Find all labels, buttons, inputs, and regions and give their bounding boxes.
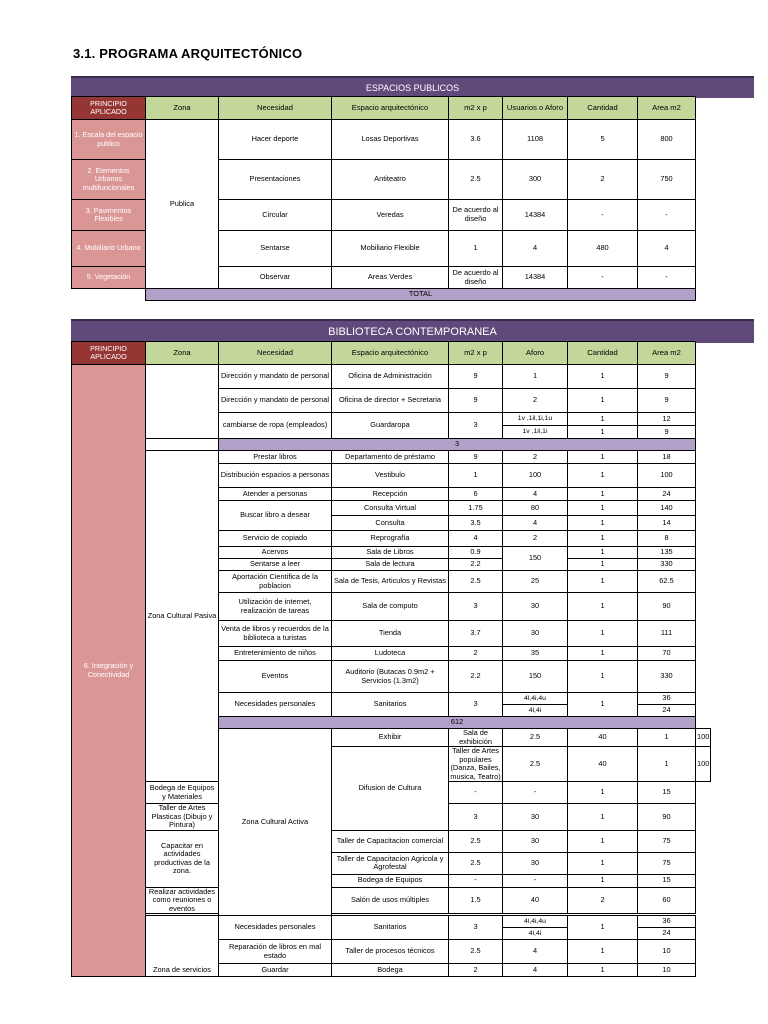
- aforo-cell: 300: [503, 160, 568, 200]
- m2-cell: 3: [449, 916, 503, 940]
- aforo-cell: 30: [503, 852, 568, 874]
- espacio-cell: Oficina de Administración: [332, 365, 449, 389]
- cantidad-cell: 1: [568, 516, 638, 531]
- aforo-cell: 4: [503, 964, 568, 977]
- m2-cell: 3: [449, 693, 503, 717]
- espacio-cell: Vestibulo: [332, 464, 449, 488]
- aforo-cell: -: [503, 874, 568, 887]
- aforo-cell: 35: [503, 647, 568, 661]
- necesidad-cell: Aportación Cientifica de la poblacion: [219, 571, 332, 593]
- cantidad-cell: 1: [568, 559, 638, 571]
- m2-cell: 6: [449, 488, 503, 501]
- col-area: Area m2: [638, 342, 696, 365]
- espacio-cell: Sala de computo: [332, 593, 449, 621]
- espacio-cell: Consulta Virtual: [332, 501, 449, 516]
- subtotal-cell: 3: [219, 439, 696, 451]
- espacios-publicos-title: ESPACIOS PUBLICOS: [71, 76, 754, 98]
- m2-cell: 2.5: [449, 940, 503, 964]
- area-cell: 100: [638, 464, 696, 488]
- m2-cell: 2: [449, 964, 503, 977]
- cantidad-cell: 1: [568, 464, 638, 488]
- espacio-cell: Sala de exhibición: [449, 729, 503, 747]
- table-row: [72, 365, 711, 389]
- m2-cell: 2: [449, 647, 503, 661]
- zona-cell: [146, 365, 219, 439]
- necesidad-cell: Distribución espacios a personas: [219, 464, 332, 488]
- espacio-cell: Guardaropa: [332, 413, 449, 439]
- cantidad-cell: 1: [568, 647, 638, 661]
- aforo-cell: 1v ,1il,1i: [503, 426, 568, 439]
- area-cell: 9: [638, 389, 696, 413]
- aforo-cell: 30: [503, 830, 568, 852]
- total-cell: TOTAL: [146, 289, 696, 301]
- espacios-publicos-table: [71, 96, 696, 301]
- col-espacio: Espacio arquitectónico: [332, 97, 449, 120]
- aforo-cell: 40: [503, 887, 568, 914]
- cantidad-cell: 480: [568, 231, 638, 267]
- area-cell: 90: [638, 804, 696, 831]
- espacio-cell: Ludoteca: [332, 647, 449, 661]
- espacio-cell: Departamento de préstamo: [332, 451, 449, 464]
- espacio-cell: Mobiliario Flexible: [332, 231, 449, 267]
- principio-cell: 3. Pavimentos Flexibles: [72, 200, 146, 231]
- necesidad-cell: Acervos: [219, 547, 332, 559]
- aforo-cell: 1108: [503, 120, 568, 160]
- area-cell: -: [638, 267, 696, 289]
- table-row: [72, 887, 711, 914]
- total-row: [72, 289, 696, 301]
- area-cell: 10: [638, 940, 696, 964]
- espacio-cell: Bodega: [332, 964, 449, 977]
- aforo-cell: 2: [503, 389, 568, 413]
- col-area: Area m2: [638, 97, 696, 120]
- espacio-cell: Sala de Tesis, Articulos y Revistas: [332, 571, 449, 593]
- aforo-cell: 150: [503, 547, 568, 571]
- aforo-cell: 4l,4i,4u: [503, 916, 568, 928]
- necesidad-cell: Presentaciones: [219, 160, 332, 200]
- espacio-cell: Veredas: [332, 200, 449, 231]
- area-cell: 36: [638, 693, 696, 705]
- aforo-cell: 4: [503, 488, 568, 501]
- subtotal-cell: 612: [219, 717, 696, 729]
- area-cell: 62.5: [638, 571, 696, 593]
- m2-cell: 3.5: [449, 516, 503, 531]
- m2-cell: De acuerdo al diseño: [449, 267, 503, 289]
- empty-cell: [72, 289, 146, 301]
- m2-cell: 2.2: [449, 661, 503, 693]
- area-cell: 100: [696, 729, 711, 747]
- necesidad-cell: Guardar: [219, 964, 332, 977]
- col-aforo: Aforo: [503, 342, 568, 365]
- aforo-cell: 80: [503, 501, 568, 516]
- necesidad-cell: Realizar actividades como reuniones o eventos: [146, 887, 219, 914]
- zona-cell: [146, 439, 219, 451]
- area-cell: 135: [638, 547, 696, 559]
- area-cell: 15: [638, 874, 696, 887]
- col-m2: m2 x p: [449, 97, 503, 120]
- col-espacio: Espacio arquitectónico: [332, 342, 449, 365]
- aforo-cell: 1: [503, 365, 568, 389]
- m2-cell: 9: [449, 389, 503, 413]
- aforo-cell: 4: [503, 516, 568, 531]
- area-cell: 10: [638, 964, 696, 977]
- cantidad-cell: 1: [568, 426, 638, 439]
- m2-cell: 3.6: [449, 120, 503, 160]
- necesidad-cell: Venta de libros y recuerdos de la biblioteca a turistas: [219, 621, 332, 647]
- table-row: [72, 120, 696, 160]
- espacio-cell: Bodega de Equipos: [332, 874, 449, 887]
- m2-cell: -: [449, 874, 503, 887]
- cantidad-cell: 1: [568, 531, 638, 547]
- area-cell: 800: [638, 120, 696, 160]
- table-row: [72, 451, 711, 464]
- necesidad-cell: Servicio de copiado: [219, 531, 332, 547]
- m2-cell: -: [449, 782, 503, 804]
- m2-cell: 1: [449, 231, 503, 267]
- aforo-cell: 14384: [503, 200, 568, 231]
- col-cantidad: Cantidad: [568, 342, 638, 365]
- m2-cell: 3: [449, 804, 503, 831]
- necesidad-cell: Hacer deporte: [219, 120, 332, 160]
- principio-cell: 2. Elementos Urbanos multifuncionales: [72, 160, 146, 200]
- area-cell: 75: [638, 830, 696, 852]
- zona-cell: Zona de servicios: [146, 916, 219, 977]
- area-cell: 4: [638, 231, 696, 267]
- biblioteca-table: [71, 341, 711, 977]
- aforo-cell: 4l,4i,4u: [503, 693, 568, 705]
- m2-cell: 2.5: [449, 830, 503, 852]
- espacio-cell: Sanitarios: [332, 916, 449, 940]
- aforo-cell: 4l,4i: [503, 928, 568, 940]
- area-cell: 140: [638, 501, 696, 516]
- m2-cell: 2.5: [503, 747, 568, 782]
- area-cell: 90: [638, 593, 696, 621]
- aforo-cell: 30: [503, 593, 568, 621]
- cantidad-cell: 1: [638, 747, 696, 782]
- m2-cell: 1.75: [449, 501, 503, 516]
- col-principio: PRINCIPIO APLICADO: [72, 342, 146, 365]
- area-cell: 14: [638, 516, 696, 531]
- page-title: 3.1. PROGRAMA ARQUITECTÓNICO: [73, 46, 303, 61]
- table-row: [72, 916, 711, 928]
- m2-cell: 2.2: [449, 559, 503, 571]
- col-cantidad: Cantidad: [568, 97, 638, 120]
- necesidad-cell: cambiarse de ropa (empleados): [219, 413, 332, 439]
- col-necesidad: Necesidad: [219, 342, 332, 365]
- area-cell: -: [638, 200, 696, 231]
- cantidad-cell: 1: [568, 940, 638, 964]
- m2-cell: 2.5: [449, 852, 503, 874]
- cantidad-cell: 1: [568, 413, 638, 426]
- area-cell: 24: [638, 928, 696, 940]
- espacio-cell: Reprografía: [332, 531, 449, 547]
- espacio-cell: Losas Deportivas: [332, 120, 449, 160]
- necesidad-cell: Difusion de Cultura: [332, 747, 449, 831]
- col-zona: Zona: [146, 97, 219, 120]
- m2-cell: 0.9: [449, 547, 503, 559]
- aforo-cell: 4: [503, 940, 568, 964]
- principio-cell: 5. Vegetación: [72, 267, 146, 289]
- area-cell: 15: [638, 782, 696, 804]
- espacio-cell: Consulta: [332, 516, 449, 531]
- espacio-cell: Taller de Capacitacion comercial: [332, 830, 449, 852]
- area-cell: 12: [638, 413, 696, 426]
- cantidad-cell: 1: [568, 916, 638, 940]
- area-cell: 8: [638, 531, 696, 547]
- necesidad-cell: Sentarse a leer: [219, 559, 332, 571]
- cantidad-cell: 2: [568, 160, 638, 200]
- area-cell: 100: [696, 747, 711, 782]
- cantidad-cell: 1: [568, 501, 638, 516]
- principio-cell: 1. Escala del espacio publico: [72, 120, 146, 160]
- cantidad-cell: 1: [568, 488, 638, 501]
- aforo-cell: 40: [568, 747, 638, 782]
- col-aforo: Usuarios o Aforo: [503, 97, 568, 120]
- espacio-cell: Areas Verdes: [332, 267, 449, 289]
- aforo-cell: 30: [503, 804, 568, 831]
- m2-cell: 3: [449, 413, 503, 439]
- aforo-cell: 150: [503, 661, 568, 693]
- espacio-cell: Sanitarios: [332, 693, 449, 717]
- cantidad-cell: -: [568, 200, 638, 231]
- table-row: [72, 830, 711, 852]
- espacio-cell: Taller de Artes Plasticas (Dibujo y Pintura): [146, 804, 219, 831]
- header-row: [72, 97, 696, 120]
- necesidad-cell: Entretenimiento de niños: [219, 647, 332, 661]
- m2-cell: 3: [449, 593, 503, 621]
- aforo-cell: 14384: [503, 267, 568, 289]
- cantidad-cell: -: [568, 267, 638, 289]
- necesidad-cell: Circular: [219, 200, 332, 231]
- col-necesidad: Necesidad: [219, 97, 332, 120]
- espacio-cell: Recepción: [332, 488, 449, 501]
- cantidad-cell: 2: [568, 887, 638, 914]
- cantidad-cell: 1: [568, 693, 638, 717]
- espacio-cell: Bodega de Equipos y Materiales: [146, 782, 219, 804]
- area-cell: 750: [638, 160, 696, 200]
- area-cell: 330: [638, 661, 696, 693]
- aforo-cell: -: [503, 782, 568, 804]
- area-cell: 75: [638, 852, 696, 874]
- aforo-cell: 100: [503, 464, 568, 488]
- aforo-cell: 2: [503, 451, 568, 464]
- area-cell: 111: [638, 621, 696, 647]
- m2-cell: 1: [449, 464, 503, 488]
- necesidad-cell: Capacitar en actividades productivas de la zona.: [146, 830, 219, 887]
- cantidad-cell: 1: [638, 729, 696, 747]
- area-cell: 60: [638, 887, 696, 914]
- aforo-cell: 30: [503, 621, 568, 647]
- area-cell: 18: [638, 451, 696, 464]
- m2-cell: 9: [449, 451, 503, 464]
- espacio-cell: Auditorio (Butacas 0.9m2 + Servicios (1.3m2): [332, 661, 449, 693]
- necesidad-cell: Buscar libro a desear: [219, 501, 332, 531]
- cantidad-cell: 5: [568, 120, 638, 160]
- aforo-cell: 4l,4i: [503, 705, 568, 717]
- m2-cell: 3.7: [449, 621, 503, 647]
- necesidad-cell: Utilización de internet, realización de tareas: [219, 593, 332, 621]
- necesidad-cell: Sentarse: [219, 231, 332, 267]
- espacio-cell: Taller de Artes populares (Danza, Bailes, musica, Teatro): [450, 746, 501, 781]
- espacio-cell: Antiteatro: [332, 160, 449, 200]
- espacio-cell: Sala de lectura: [332, 559, 449, 571]
- necesidad-cell: Necesidades personales: [219, 916, 332, 940]
- m2-cell: De acuerdo al diseño: [449, 200, 503, 231]
- area-cell: 9: [638, 365, 696, 389]
- cantidad-cell: 1: [568, 547, 638, 559]
- aforo-cell: 1v ,1il,1i,1u: [503, 413, 568, 426]
- header-row: [72, 342, 711, 365]
- m2-cell: 2.5: [503, 729, 568, 747]
- espacio-cell: Tienda: [332, 621, 449, 647]
- necesidad-cell: Eventos: [219, 661, 332, 693]
- cantidad-cell: 1: [568, 593, 638, 621]
- area-cell: 70: [638, 647, 696, 661]
- m2-cell: 1.5: [449, 887, 503, 914]
- area-cell: 24: [638, 705, 696, 717]
- cantidad-cell: 1: [568, 782, 638, 804]
- aforo-cell: 25: [503, 571, 568, 593]
- cantidad-cell: 1: [568, 874, 638, 887]
- necesidad-cell: Reparación de libros en mal estado: [219, 940, 332, 964]
- m2-cell: 9: [449, 365, 503, 389]
- necesidad-cell: Prestar libros: [219, 451, 332, 464]
- espacio-cell: Sala de Libros: [332, 547, 449, 559]
- cantidad-cell: 1: [568, 804, 638, 831]
- necesidad-cell: Dirección y mandato de personal: [219, 365, 332, 389]
- espacio-cell: Taller de procesos técnicos: [332, 940, 449, 964]
- cantidad-cell: 1: [568, 852, 638, 874]
- necesidad-cell: Necesidades personales: [219, 693, 332, 717]
- cantidad-cell: 1: [568, 661, 638, 693]
- area-cell: 9: [638, 426, 696, 439]
- espacio-cell: Taller de Capacitacion Agricola y Agrofestal: [332, 852, 449, 874]
- cantidad-cell: 1: [568, 451, 638, 464]
- area-cell: 24: [638, 488, 696, 501]
- cantidad-cell: 1: [568, 830, 638, 852]
- col-m2: m2 x p: [449, 342, 503, 365]
- principio-cell: 6. Integración y Conectividad: [72, 365, 146, 977]
- cantidad-cell: 1: [568, 571, 638, 593]
- m2-cell: 2.5: [449, 571, 503, 593]
- cantidad-cell: 1: [568, 365, 638, 389]
- principio-cell: 4. Mobiliario Urbano: [72, 231, 146, 267]
- cantidad-cell: 1: [568, 621, 638, 647]
- cantidad-cell: 1: [568, 964, 638, 977]
- necesidad-cell: Atender a personas: [219, 488, 332, 501]
- aforo-cell: 2: [503, 531, 568, 547]
- area-cell: 330: [638, 559, 696, 571]
- biblioteca-title: BIBLIOTECA CONTEMPORANEA: [71, 319, 754, 343]
- col-zona: Zona: [146, 342, 219, 365]
- subtotal-row: [72, 439, 711, 451]
- area-cell: 36: [638, 916, 696, 928]
- necesidad-cell: Dirección y mandato de personal: [219, 389, 332, 413]
- col-principio: PRINCIPIO APLICADO: [72, 97, 146, 120]
- m2-cell: 4: [449, 531, 503, 547]
- espacio-cell: Salón de usos múltiples: [332, 887, 449, 914]
- aforo-cell: 40: [568, 729, 638, 747]
- necesidad-cell: Observar: [219, 267, 332, 289]
- espacio-cell: Oficina de director + Secretaria: [332, 389, 449, 413]
- aforo-cell: 4: [503, 231, 568, 267]
- zona-cell: Publica: [146, 120, 219, 289]
- necesidad-cell: Exhibir: [332, 729, 449, 747]
- zona-cell: Zona Cultural Activa: [219, 729, 332, 916]
- cantidad-cell: 1: [568, 389, 638, 413]
- zona-cell: Zona Cultural Pasiva: [146, 451, 219, 782]
- m2-cell: 2.5: [449, 160, 503, 200]
